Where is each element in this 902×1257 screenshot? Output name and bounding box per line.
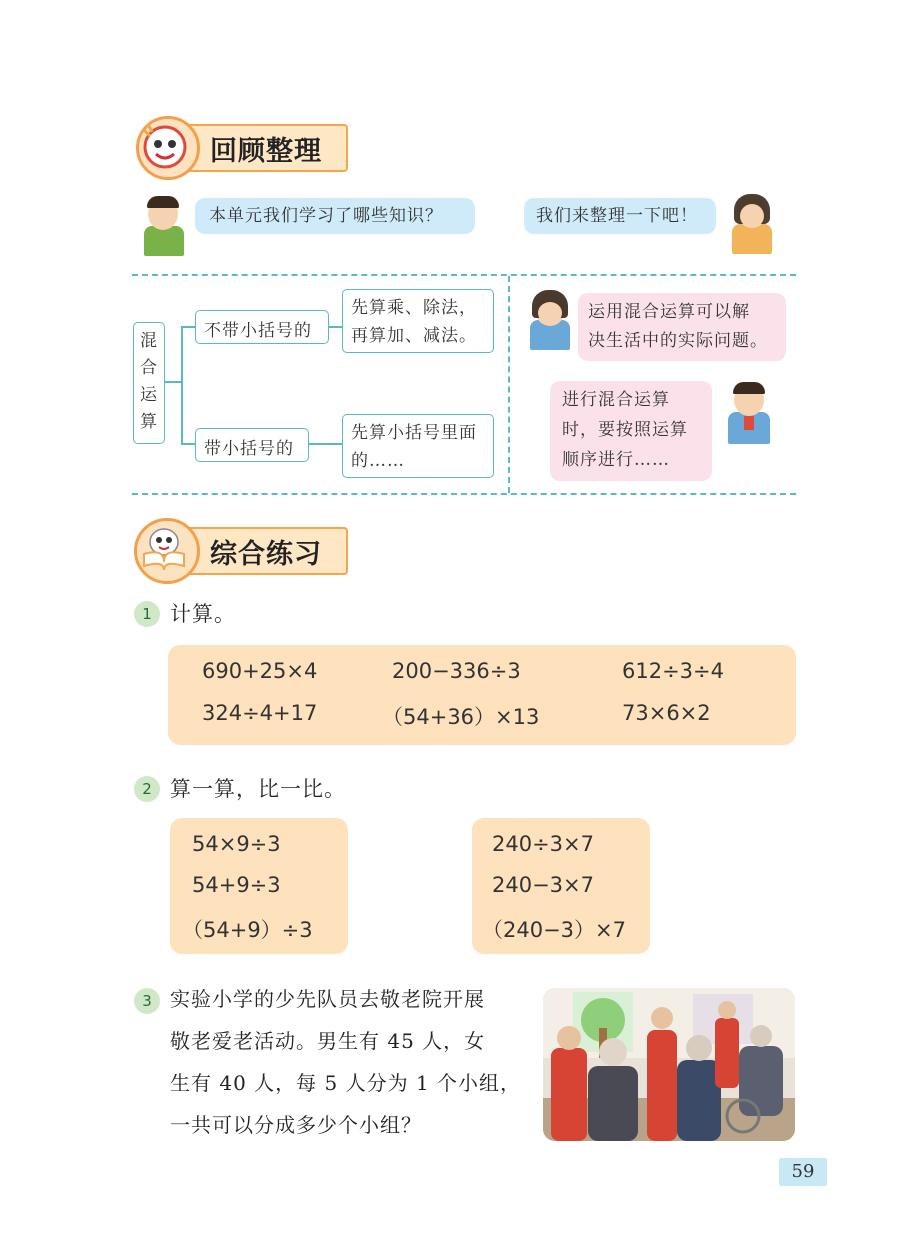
- girl-reply-bubble: [524, 198, 716, 234]
- book-mascot-icon: [134, 518, 200, 584]
- question-2-prompt: 算一算，比一比。: [170, 777, 346, 801]
- summary-top-divider: [132, 274, 796, 276]
- practice-section-title: 综合练习: [210, 538, 322, 570]
- tree-root-char: 算: [140, 412, 158, 432]
- girl-reply-text: 我们来整理一下吧！: [536, 206, 698, 226]
- question-number-badge: 2: [134, 776, 160, 802]
- tree-connector: [164, 381, 182, 383]
- expression: 200−336÷3: [392, 659, 521, 683]
- expression: 240÷3×7: [492, 832, 594, 856]
- question-2-left-panel: [170, 818, 348, 954]
- question-2-right-panel: [472, 818, 650, 954]
- girl-note-line: 运用混合运算可以解: [588, 302, 750, 322]
- review-section-title: 回顾整理: [210, 135, 322, 167]
- expression: 54+9÷3: [192, 873, 281, 897]
- boy-note-line: 顺序进行……: [562, 450, 670, 470]
- boy-note-line: 时，要按照运算: [562, 420, 688, 440]
- boy-student-figure: [722, 380, 776, 444]
- expression: 240−3×7: [492, 873, 594, 897]
- question-1-prompt: 计算。: [170, 602, 236, 626]
- tree-root-box: [133, 322, 165, 444]
- expression: （54+9）÷3: [182, 918, 313, 942]
- expression: 54×9÷3: [192, 832, 281, 856]
- question-3-line: 敬老爱老活动。男生有 45 人，女: [170, 1029, 486, 1053]
- expression: （240−3）×7: [482, 918, 626, 942]
- branch-no-parentheses-label: 不带小括号的: [204, 321, 312, 341]
- tree-connector: [328, 326, 342, 328]
- question-3-text: [170, 978, 530, 1146]
- summary-middle-divider: [508, 276, 510, 493]
- boy-note-line: 进行混合运算: [562, 390, 670, 410]
- rule-no-parentheses-line: 先算乘、除法，: [351, 298, 477, 318]
- tree-root-char: 混: [140, 331, 158, 351]
- nursing-home-activity-photo: [543, 988, 795, 1141]
- question-number-badge: 1: [134, 601, 160, 627]
- clock-mascot-icon: [136, 116, 200, 180]
- question-1-panel: [168, 645, 796, 745]
- rule-no-parentheses-line: 再算加、减法。: [351, 326, 477, 346]
- tree-connector: [181, 326, 195, 328]
- boy-question-bubble: [195, 198, 475, 234]
- expression: （54+36）×13: [382, 705, 540, 729]
- page-number: 59: [779, 1158, 827, 1186]
- girl-note-bubble: [578, 293, 786, 361]
- tree-connector: [181, 326, 183, 444]
- girl-figure: [726, 192, 776, 254]
- rule-parentheses-line: 的……: [351, 451, 405, 471]
- rule-parentheses-box: [342, 414, 494, 478]
- expression: 324÷4+17: [202, 701, 318, 725]
- girl-note-line: 决生活中的实际问题。: [588, 331, 768, 351]
- practice-section-tab: [180, 527, 348, 575]
- tree-connector: [181, 443, 195, 445]
- tree-connector: [308, 443, 342, 445]
- question-3-line: 一共可以分成多少个小组？: [170, 1113, 422, 1137]
- branch-parentheses-box: [195, 428, 309, 462]
- boy-question-text: 本单元我们学习了哪些知识？: [209, 206, 443, 226]
- branch-parentheses-label: 带小括号的: [204, 439, 294, 459]
- rule-parentheses-line: 先算小括号里面: [351, 423, 477, 443]
- question-number-badge: 3: [134, 988, 160, 1014]
- branch-no-parentheses-box: [195, 310, 329, 344]
- summary-bottom-divider: [132, 493, 796, 495]
- expression: 73×6×2: [622, 701, 711, 725]
- tree-root-char: 运: [140, 385, 158, 405]
- expression: 612÷3÷4: [622, 659, 724, 683]
- rule-no-parentheses-box: [342, 289, 494, 353]
- boy-note-bubble: [550, 381, 712, 481]
- expression: 690+25×4: [202, 659, 318, 683]
- review-section-tab: [180, 124, 348, 172]
- question-3-line: 实验小学的少先队员去敬老院开展: [170, 987, 485, 1011]
- girl-student-figure: [524, 288, 574, 350]
- tree-root-char: 合: [140, 358, 158, 378]
- question-3-line: 生有 40 人，每 5 人分为 1 个小组，: [170, 1071, 522, 1095]
- boy-figure: [138, 196, 188, 256]
